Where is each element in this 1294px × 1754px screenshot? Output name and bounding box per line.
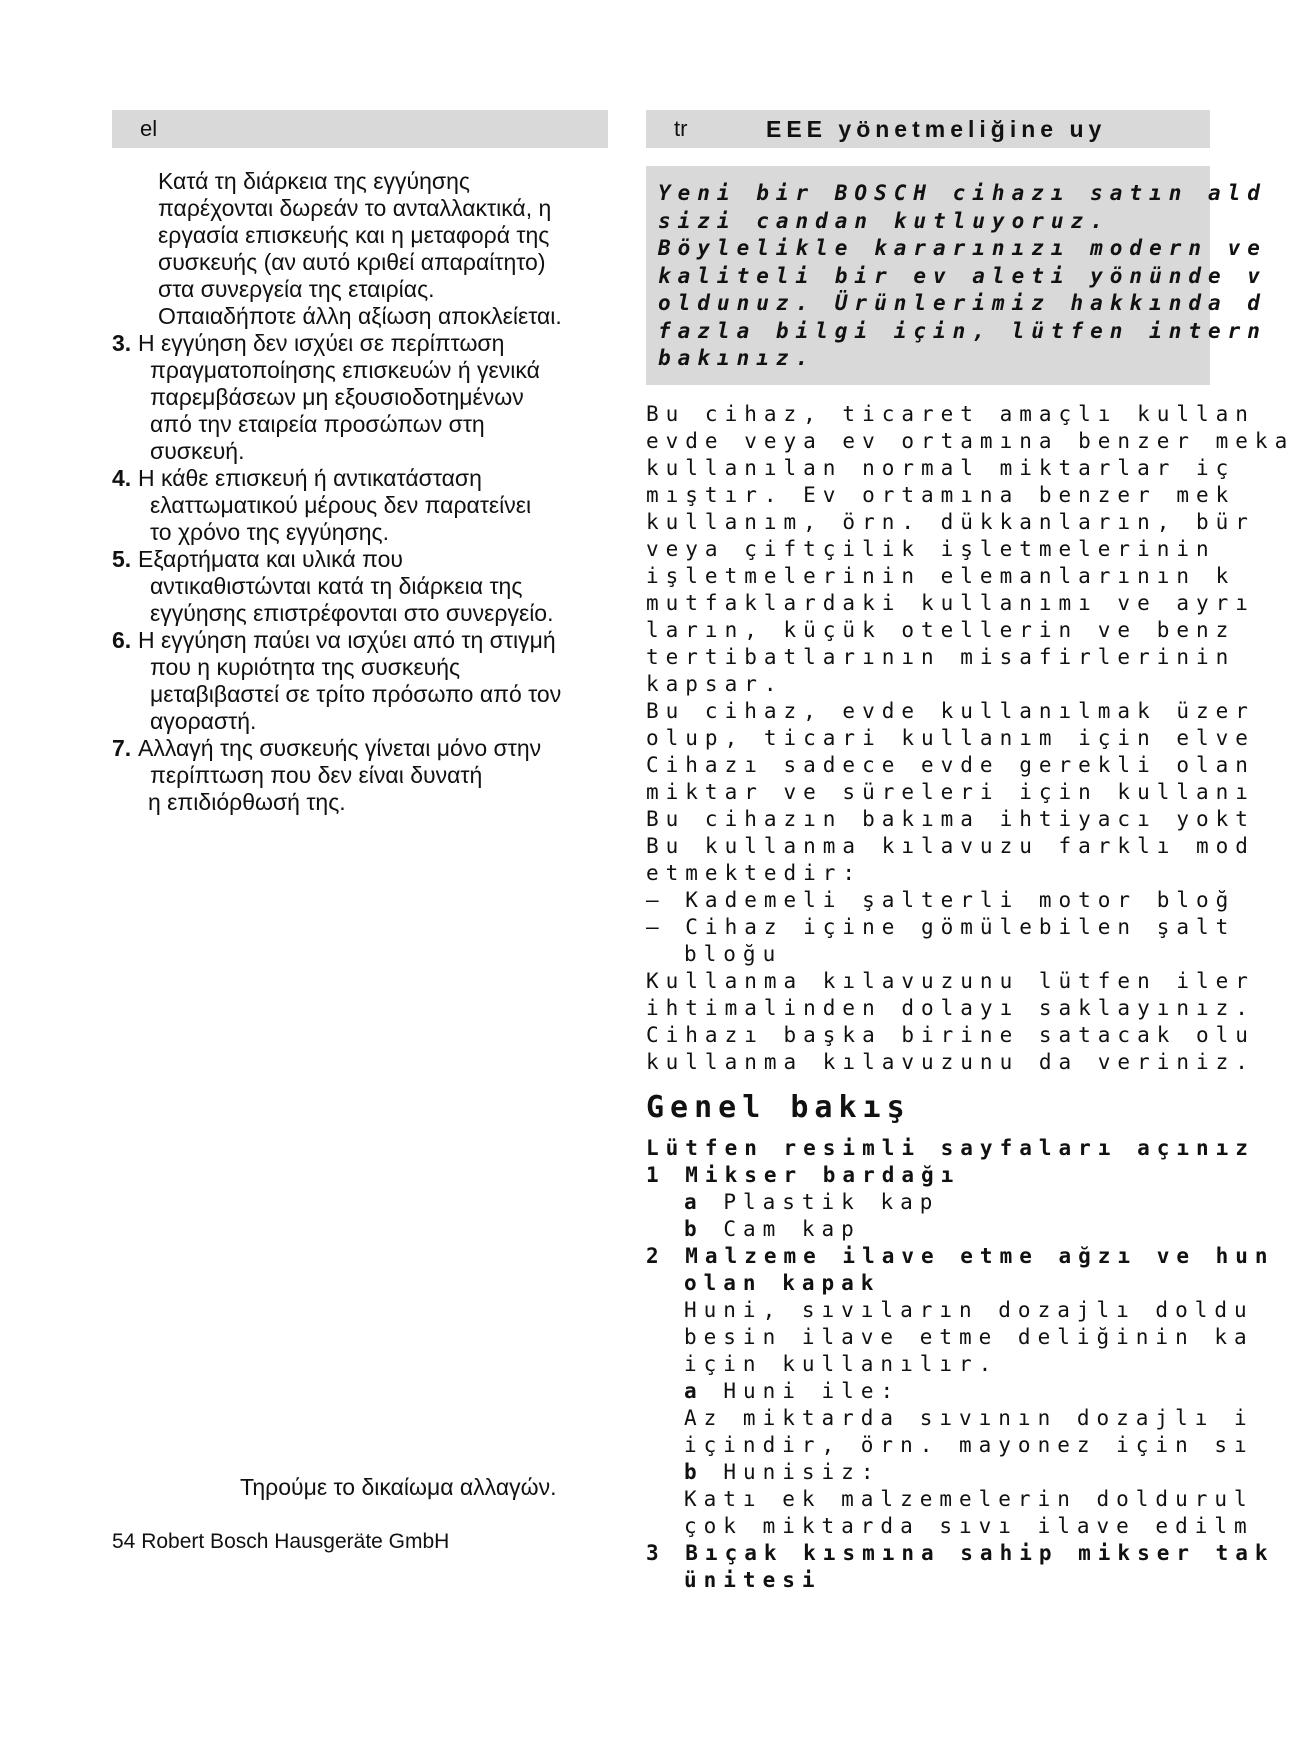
- text-line: Huni, sıvıların dozajlı doldu: [684, 1297, 1254, 1322]
- text-line: içindir, örn. mayonez için sı: [684, 1432, 1254, 1457]
- instruction-line: Lütfen resimli sayfaları açınız: [646, 1135, 1255, 1160]
- text-line: Az miktarda sıvının dozajlı i: [684, 1405, 1254, 1430]
- text-line: kaliteli bir ev aleti yönünde v: [658, 263, 1267, 288]
- text-line: το χρόνο της εγγύησης.: [150, 519, 390, 545]
- text-line: kapsar.: [646, 671, 784, 696]
- text-line: çok miktarda sıvı ilave edilm: [684, 1513, 1254, 1538]
- section-title: EEE yönetmeliğine uy: [766, 116, 1107, 142]
- text-line: bakınız.: [658, 346, 816, 370]
- text-line: Bu cihaz, ticaret amaçlı kullan: [646, 401, 1255, 426]
- text-line: εγγύησης επιστρέφονται στο συνεργείο.: [150, 600, 554, 626]
- text-line: εργασία επισκευής και η μεταφορά της: [158, 222, 550, 248]
- text-line: Bu cihaz, evde kullanılmak üzer: [646, 698, 1255, 723]
- text-line: Η εγγύηση δεν ισχύει σε περίπτωση: [138, 330, 505, 356]
- text-line: etmektedir:: [646, 860, 863, 885]
- greek-column: [112, 110, 608, 816]
- text-line: Yeni bir BOSCH cihazı satın ald: [658, 181, 1267, 205]
- text-line: Kullanma kılavuzunu lütfen iler: [646, 968, 1255, 993]
- text-line: παρέχονται δωρεάν το ανταλλακτικά, η: [158, 195, 552, 221]
- sub-label: b: [684, 1459, 704, 1484]
- text-line: tertibatlarının misafirlerinin: [646, 644, 1236, 669]
- text-line: συσκευή.: [150, 438, 245, 464]
- text-line: παρεμβάσεων μη εξουσιοδοτημένων: [150, 384, 524, 410]
- text-line: Bu cihazın bakıma ihtiyacı yokt: [646, 806, 1255, 831]
- language-code: tr: [674, 116, 688, 141]
- text-line: işletmelerinin elemanlarının k: [646, 563, 1236, 588]
- sub-item: [646, 1189, 1210, 1216]
- intro-box: [646, 166, 1267, 385]
- dash-list-item: – Cihaz içine gömülebilen şalt: [646, 914, 1236, 939]
- text-line: αγοραστή.: [150, 708, 257, 734]
- dash-list-item: – Kademeli şalterli motor bloğ: [646, 887, 1236, 912]
- item-number: 7.: [112, 735, 132, 761]
- text-line: kullanılan normal miktarlar iç: [646, 455, 1236, 480]
- sub-text: Plastik kap: [723, 1189, 940, 1214]
- text-line: besin ilave etme deliğinin ka: [684, 1324, 1254, 1349]
- sub-text: Huni ile:: [723, 1378, 901, 1403]
- text-line: περίπτωση που δεν είναι δυνατή: [150, 762, 483, 788]
- text-line: Αλλαγή της συσκευής γίνεται μόνο στην: [138, 735, 542, 761]
- text-line: için kullanılır.: [684, 1351, 999, 1376]
- warranty-item-6: [112, 627, 608, 735]
- text-line: αντικαθιστώνται κατά τη διάρκεια της: [150, 573, 523, 599]
- usage-text: [646, 401, 1294, 1076]
- text-line: kullanım, örn. dükkanların, bür: [646, 509, 1255, 534]
- sub-text: Hunisiz:: [723, 1459, 881, 1484]
- text-line: Katı ek malzemelerin doldurul: [684, 1486, 1254, 1511]
- text-line: fazla bilgi için, lütfen intern: [658, 318, 1267, 343]
- sub-label: b: [684, 1216, 704, 1241]
- text-line: από την εταιρεία προσώπων στη: [150, 411, 485, 437]
- text-line: evde veya ev ortamına benzer meka: [646, 428, 1294, 453]
- sub-text: Cam kap: [723, 1216, 861, 1241]
- warranty-item-3: [112, 330, 608, 465]
- language-code: el: [140, 116, 158, 141]
- language-bar-el: [112, 110, 608, 148]
- text-line: veya çiftçilik işletmelerinin: [646, 536, 1216, 561]
- warranty-item-5: [112, 546, 608, 627]
- page-footer: 54 Robert Bosch Hausgeräte GmbH: [112, 1530, 450, 1553]
- text-line: Η κάθε επισκευή ή αντικατάσταση: [138, 465, 482, 491]
- part-title: olan kapak: [684, 1270, 881, 1295]
- language-bar-tr: [646, 110, 1210, 148]
- text-line: Η εγγύηση παύει να ισχύει από τη στιγμή: [138, 627, 556, 653]
- text-line: Böylelikle kararınızı modern ve: [658, 236, 1267, 260]
- rights-reserved-note: Τηρούμε το δικαίωμα αλλαγών.: [240, 1474, 557, 1500]
- text-line: που η κυριότητα της συσκευής: [150, 654, 461, 680]
- part-title: ünitesi: [684, 1567, 822, 1592]
- text-line: miktar ve süreleri için kullanı: [646, 779, 1255, 804]
- text-line: Κατά τη διάρκεια της εγγύησης: [158, 168, 470, 194]
- text-line: mutfaklardaki kullanımı ve ayrı: [646, 590, 1255, 615]
- item-number: 4.: [112, 465, 132, 491]
- overview-heading: Genel bakış: [646, 1089, 911, 1125]
- warranty-item-4: [112, 465, 608, 546]
- text-line: mıştır. Ev ortamına benzer mek: [646, 482, 1236, 507]
- text-line: ihtimalinden dolayı saklayınız.: [646, 995, 1255, 1020]
- text-line: olup, ticari kullanım için elve: [646, 725, 1255, 750]
- part-title: 3 Bıçak kısmına sahip mikser tak: [646, 1540, 1275, 1565]
- sub-item: [646, 1378, 1210, 1405]
- text-line: Εξαρτήματα και υλικά που: [138, 546, 403, 572]
- warranty-item-7: [112, 735, 608, 816]
- sub-label: a: [684, 1378, 704, 1403]
- text-line: πραγματοποίησης επισκευών ή γενικά: [150, 357, 540, 383]
- part-title: 1 Mikser bardağı: [646, 1162, 961, 1187]
- parts-list: [646, 1135, 1275, 1594]
- warranty-intro: [112, 168, 608, 330]
- text-line: Cihazı sadece evde gerekli olan: [646, 752, 1255, 777]
- text-line: στα συνεργεία της εταιρίας.: [158, 276, 435, 302]
- text-line: bloğu: [684, 941, 783, 966]
- greek-text: [112, 168, 608, 816]
- text-line: kullanma kılavuzunu da veriniz.: [646, 1049, 1255, 1074]
- sub-item: [646, 1459, 1210, 1486]
- text-line: sizi candan kutluyoruz.: [658, 208, 1110, 233]
- sub-label: a: [684, 1189, 704, 1214]
- text-line: ların, küçük otellerin ve benz: [646, 617, 1236, 642]
- text-line: Οπαιαδήποτε άλλη αξίωση αποκλείεται.: [158, 303, 562, 329]
- text-line: ελαττωματικού μέρους δεν παρατείνει: [150, 492, 532, 518]
- item-number: 5.: [112, 546, 132, 572]
- sub-item: [646, 1216, 1210, 1243]
- text-line: Bu kullanma kılavuzu farklı mod: [646, 833, 1255, 858]
- text-line: συσκευής (αν αυτό κριθεί απαραίτητο): [158, 249, 546, 275]
- item-number: 6.: [112, 627, 132, 653]
- text-line: μεταβιβαστεί σε τρίτο πρόσωπο από τον: [150, 681, 562, 707]
- part-title: 2 Malzeme ilave etme ağzı ve hun: [646, 1243, 1275, 1268]
- text-line: η επιδιόρθωσή της.: [148, 789, 346, 815]
- turkish-column: [646, 110, 1294, 1594]
- text-line: Cihazı başka birine satacak olu: [646, 1022, 1255, 1047]
- text-line: oldunuz. Ürünlerimiz hakkında d: [658, 291, 1267, 315]
- item-number: 3.: [112, 330, 132, 356]
